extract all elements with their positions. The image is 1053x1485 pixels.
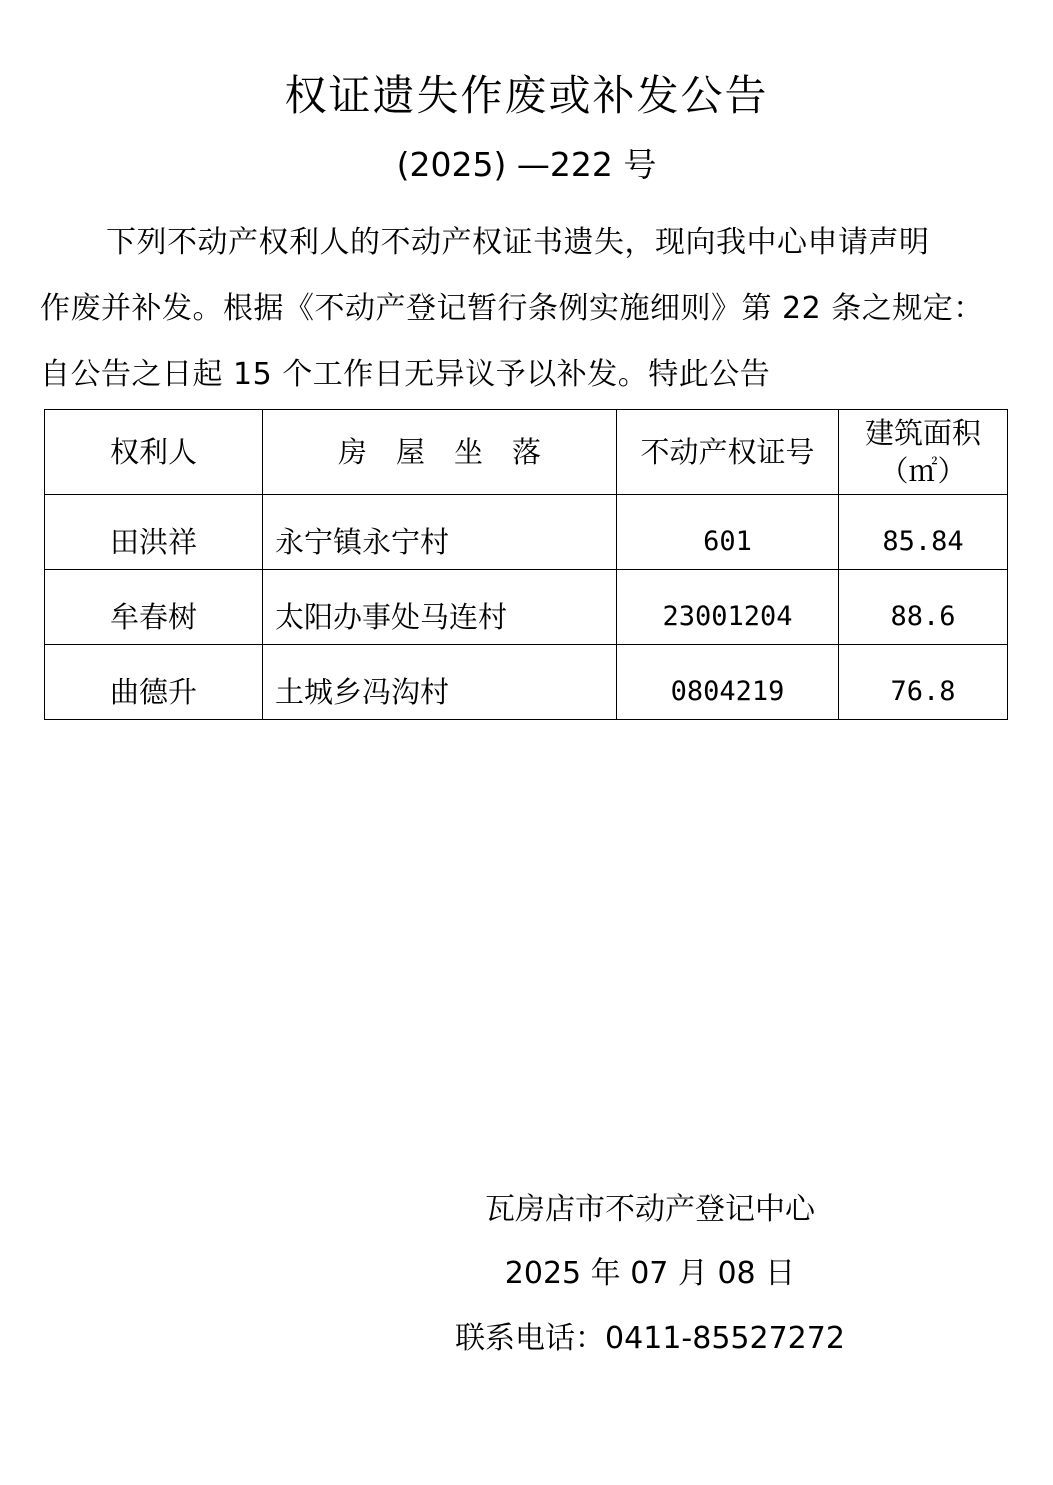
area-cell: 85.84 [839,495,1008,570]
notice-title: 权证遗失作废或补发公告 [284,71,769,120]
header-cert-no: 不动产权证号 [617,410,839,495]
cert-no-cell: 23001204 [617,570,839,645]
header-area-label: 建筑面积 [864,416,981,450]
table-header-row [45,410,1008,495]
header-area [839,410,1008,495]
body-line-2: 作废并补发。根据《不动产登记暂行条例实施细则》第 22 条之规定： [40,291,984,326]
document-number: (2025) —222 号 [396,145,657,184]
notice-body [40,210,1015,408]
table-row [45,495,1008,570]
location-cell: 土城乡冯沟村 [263,645,617,720]
contact-phone: 联系电话：0411-85527272 [455,1321,845,1356]
header-area-unit: （㎡） [879,454,967,488]
location-cell: 永宁镇永宁村 [263,495,617,570]
issuing-organization: 瓦房店市不动产登记中心 [485,1192,815,1227]
table-row [45,570,1008,645]
table-row [45,645,1008,720]
area-cell: 76.8 [839,645,1008,720]
cert-no-cell: 601 [617,495,839,570]
holder-cell: 曲德升 [45,645,263,720]
area-cell: 88.6 [839,570,1008,645]
header-holder: 权利人 [45,410,263,495]
records-table [44,409,1008,720]
body-line-1: 下列不动产权利人的不动产权证书遗失，现向我中心申请声明 [106,225,930,260]
location-cell: 太阳办事处马连村 [263,570,617,645]
issue-date: 2025 年 07 月 08 日 [504,1256,796,1291]
header-location: 房 屋 坐 落 [263,410,617,495]
body-line-3: 自公告之日起 15 个工作日无异议予以补发。特此公告 [40,357,771,392]
cert-no-cell: 0804219 [617,645,839,720]
holder-cell: 牟春树 [45,570,263,645]
holder-cell: 田洪祥 [45,495,263,570]
